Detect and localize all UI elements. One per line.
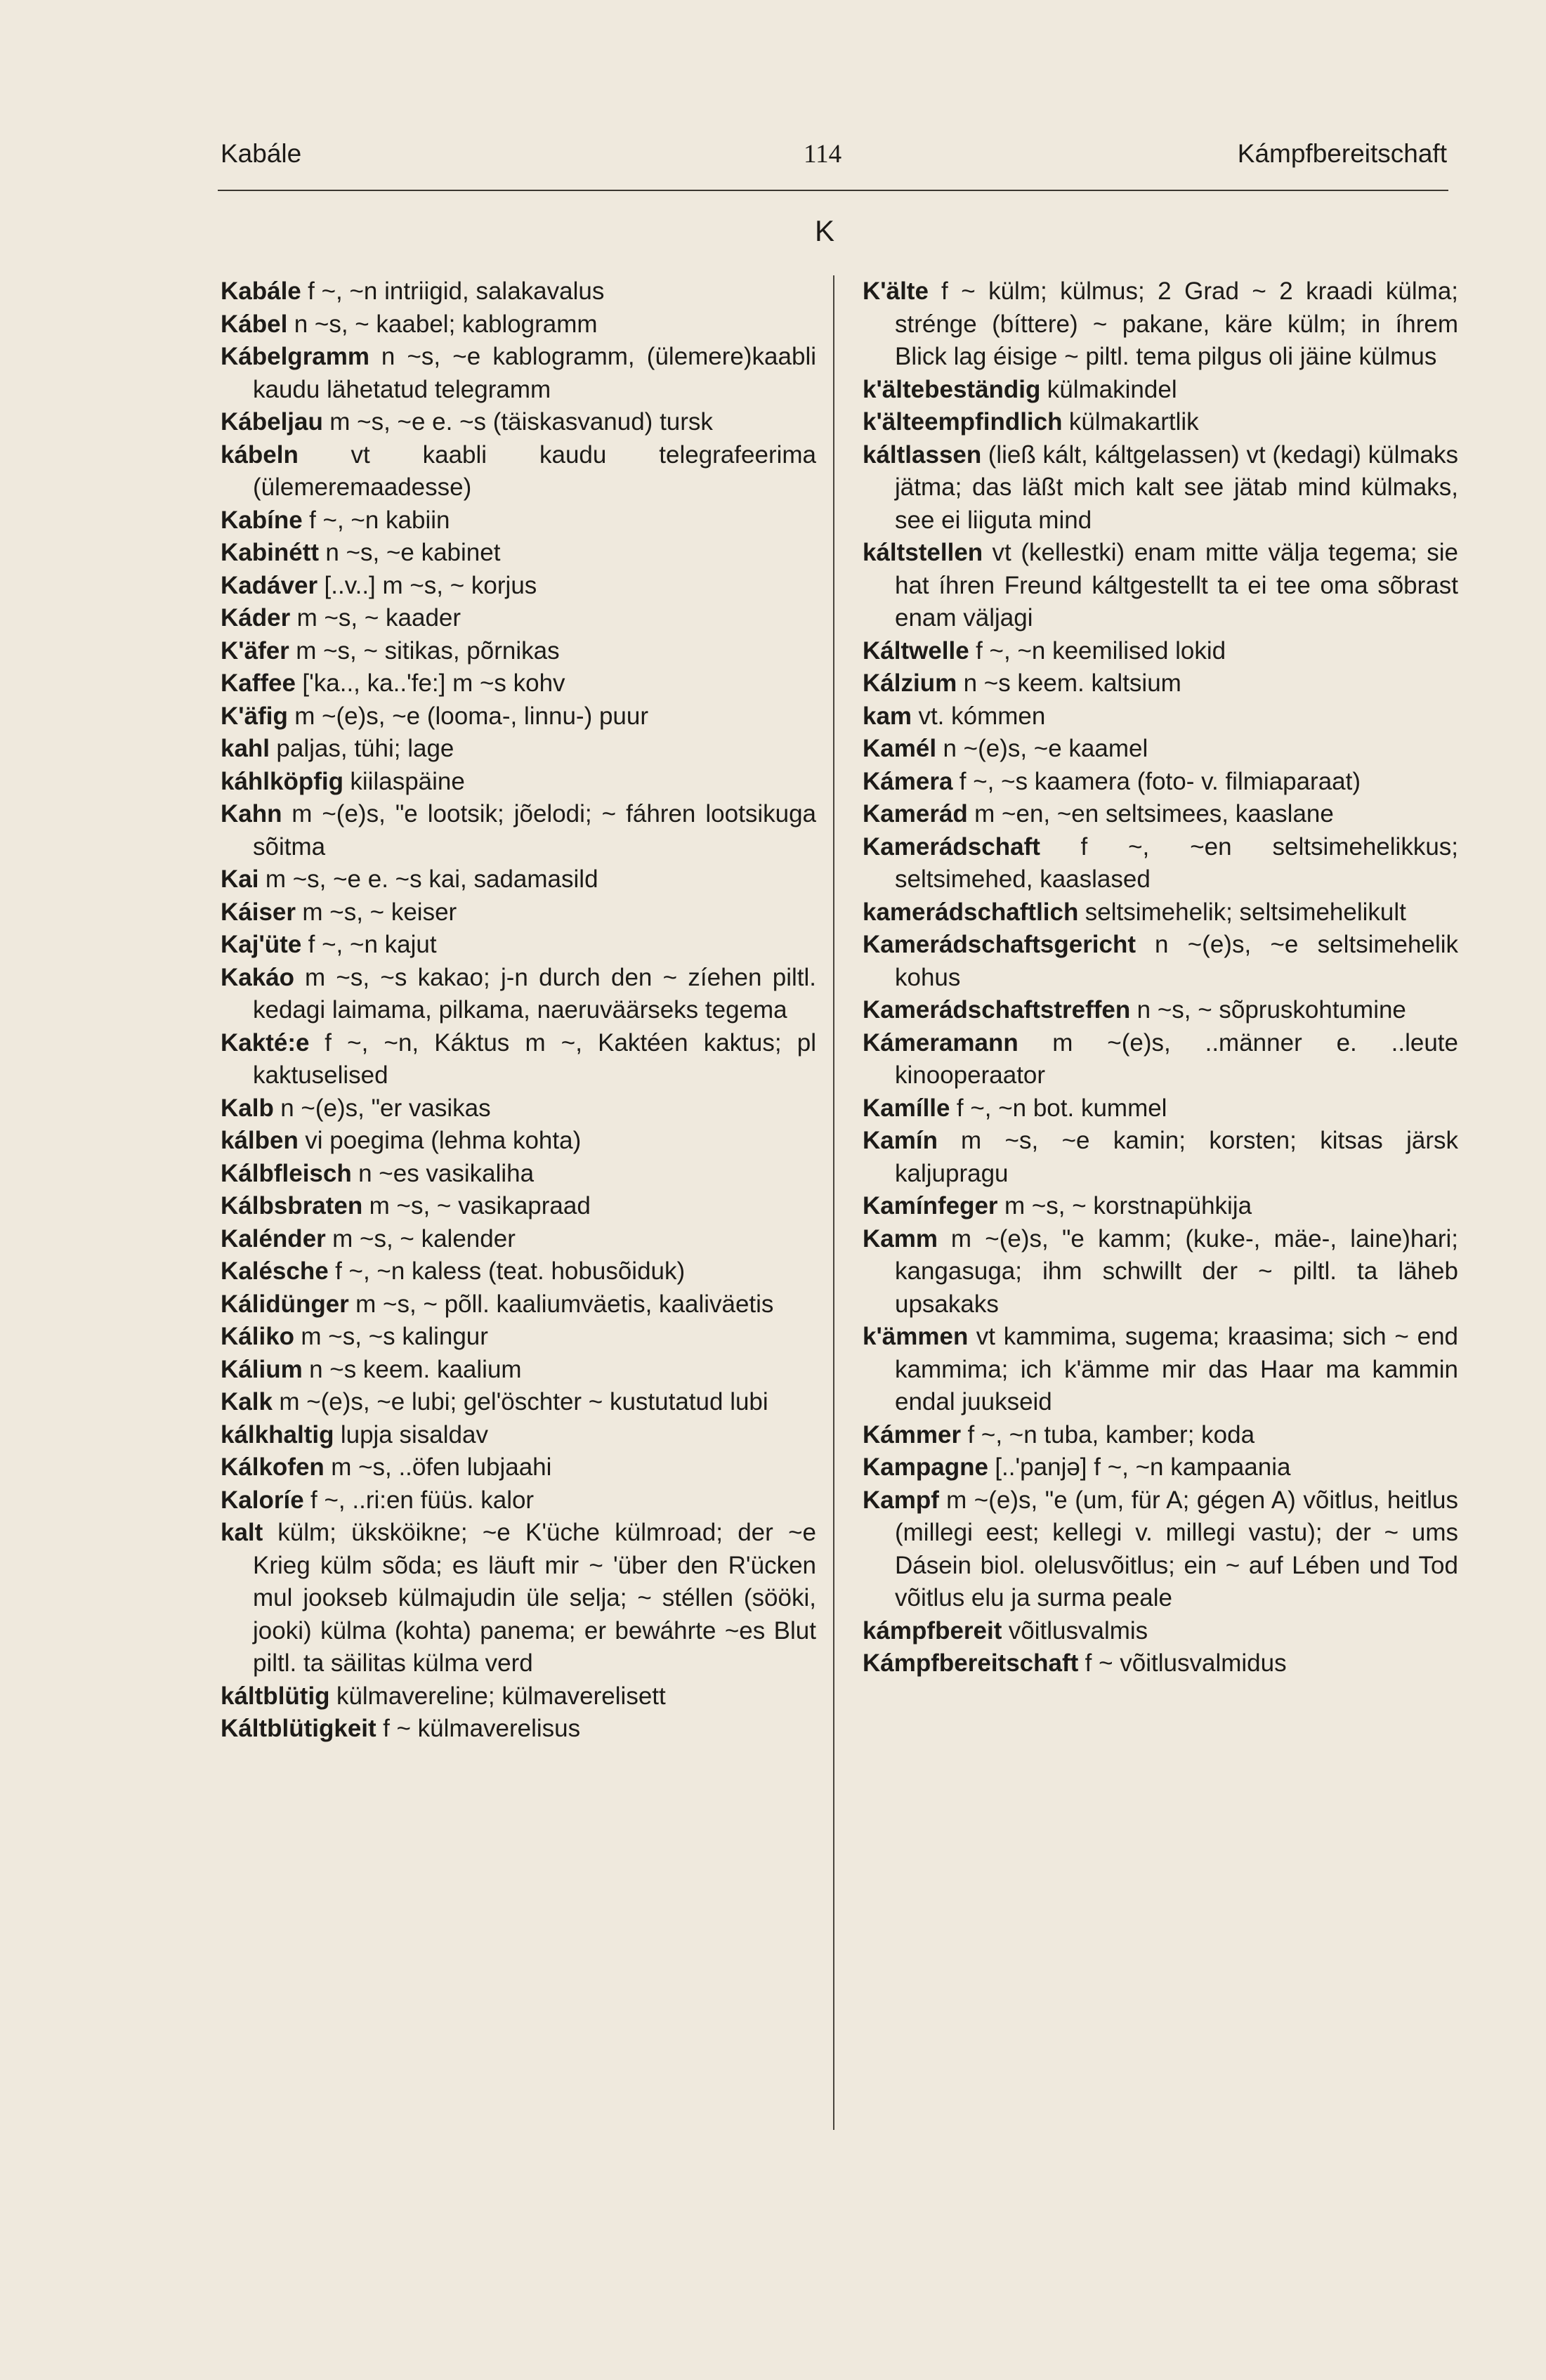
dictionary-entry — [863, 406, 1458, 439]
dictionary-entry — [221, 308, 816, 341]
dictionary-entry — [221, 439, 816, 504]
dictionary-entry — [221, 1484, 816, 1517]
dictionary-entry — [863, 1027, 1458, 1092]
entry-headword: Kábel — [221, 310, 288, 338]
entry-definition: f ~, ~n kaless (teat. hobusõiduk) — [335, 1257, 686, 1285]
dictionary-entry — [221, 570, 816, 603]
dictionary-entry — [863, 537, 1458, 635]
dictionary-entry — [221, 1680, 816, 1713]
dictionary-entry — [863, 896, 1458, 929]
entry-definition: võitlusvalmis — [1008, 1616, 1148, 1645]
entry-definition: ['ka.., ka..'fe:] m ~s kohv — [302, 669, 565, 697]
entry-headword: Káder — [221, 604, 291, 632]
entry-headword: Kabíne — [221, 506, 303, 534]
entry-definition: n ~(e)s, ~e kaamel — [943, 735, 1148, 762]
entry-headword: Kabále — [221, 277, 301, 305]
entry-headword: Káiser — [221, 898, 296, 926]
dictionary-entry — [221, 1092, 816, 1125]
entry-headword: Kálbsbraten — [221, 1192, 363, 1220]
dictionary-entry — [221, 504, 816, 537]
entry-headword: Kamílle — [863, 1094, 950, 1122]
entry-definition: m ~s, ~ keiser — [302, 898, 457, 926]
dictionary-entry — [221, 1027, 816, 1092]
entry-headword: Kahn — [221, 800, 282, 828]
dictionary-entry — [863, 831, 1458, 896]
entry-definition: m ~s, ..öfen lubjaahi — [331, 1453, 552, 1481]
entry-definition: paljas, tühi; lage — [276, 735, 454, 762]
entry-definition: vt kammima, sugema; kraasima; sich ~ end kammima; ich k'ämme mir das Haar ma kammin endal juukseid — [895, 1323, 1458, 1415]
dictionary-entry — [863, 1125, 1458, 1190]
entry-definition: n ~s keem. kaalium — [309, 1355, 522, 1383]
dictionary-entry — [221, 406, 816, 439]
entry-headword: Kábeljau — [221, 408, 323, 436]
entry-definition: f ~ võitlusvalmidus — [1085, 1649, 1287, 1677]
entry-headword: Kamm — [863, 1224, 938, 1253]
dictionary-entry — [221, 1451, 816, 1484]
entry-definition: m ~en, ~en seltsimees, kaaslane — [974, 800, 1334, 828]
entry-definition: n ~s, ~ kaabel; kablogramm — [294, 310, 598, 338]
entry-headword: kámpfbereit — [863, 1616, 1002, 1645]
dictionary-entry — [221, 602, 816, 635]
entry-headword: k'ältebeständig — [863, 375, 1041, 403]
entry-definition: n ~s, ~e kablogramm, (ülemere)kaabli kaudu lähetatud telegramm — [253, 343, 816, 403]
entry-definition: m ~s, ~s kalingur — [301, 1323, 488, 1350]
dictionary-entry — [863, 1484, 1458, 1615]
entry-headword: Kálkofen — [221, 1453, 325, 1481]
dictionary-entry — [221, 798, 816, 863]
page-number: 114 — [804, 140, 842, 169]
entry-definition: f ~, ~n bot. kummel — [956, 1094, 1167, 1122]
entry-headword: Kaj'üte — [221, 931, 302, 958]
dictionary-entry — [863, 700, 1458, 733]
entry-headword: Kalénder — [221, 1224, 326, 1253]
entry-definition: vt. kómmen — [918, 702, 1046, 730]
entry-definition: m ~s, ~ sitikas, põrnikas — [296, 636, 560, 665]
dictionary-entry — [221, 1190, 816, 1223]
entry-headword: kam — [863, 702, 912, 730]
entry-definition: m ~s, ~e e. ~s (täiskasvanud) tursk — [329, 408, 713, 436]
entry-definition: kiilaspäine — [350, 767, 465, 795]
entry-definition: n ~s, ~e kabinet — [325, 539, 501, 566]
dictionary-entry — [863, 1647, 1458, 1680]
entry-headword: Kai — [221, 865, 259, 893]
dictionary-entry — [221, 766, 816, 799]
dictionary-entry — [221, 341, 816, 406]
dictionary-entry — [221, 537, 816, 570]
entry-headword: Kamerádschaft — [863, 832, 1040, 861]
entry-headword: káltlassen — [863, 440, 982, 469]
entry-definition: f ~, ~n tuba, kamber; koda — [967, 1420, 1255, 1449]
entry-headword: Kámmer — [863, 1420, 962, 1449]
dictionary-entry — [221, 1419, 816, 1452]
dictionary-entry — [221, 962, 816, 1027]
dictionary-entry — [221, 1223, 816, 1256]
entry-headword: Kámera — [863, 767, 953, 795]
entry-definition: külmakartlik — [1068, 408, 1199, 436]
entry-definition: f ~ külmaverelisus — [383, 1715, 581, 1742]
entry-definition: n ~es vasikaliha — [358, 1159, 535, 1187]
entry-definition: m ~(e)s, ~e lubi; gel'öschter ~ kustutatud lubi — [279, 1388, 768, 1415]
entry-definition: n ~s, ~ sõpruskohtumine — [1136, 996, 1406, 1024]
dictionary-entry — [221, 1354, 816, 1387]
entry-headword: Kampagne — [863, 1453, 988, 1481]
dictionary-entry — [221, 929, 816, 962]
entry-definition: f ~, ~n intriigid, salakavalus — [308, 277, 605, 305]
entry-definition: m ~(e)s, ~e (looma-, linnu-) puur — [294, 702, 648, 730]
entry-definition: vt (kellestki) enam mitte välja tegema; sie hat íhren Freund káltgestellt ta ei tee oma sõbrast enam väljagi — [895, 539, 1459, 632]
left-column — [221, 275, 816, 1746]
entry-definition: lupja sisaldav — [340, 1420, 488, 1449]
dictionary-entry — [863, 1092, 1458, 1125]
dictionary-entry — [863, 1321, 1458, 1419]
entry-definition: n ~(e)s, "er vasikas — [280, 1094, 491, 1122]
dictionary-entry — [863, 929, 1458, 994]
entry-headword: kahl — [221, 735, 270, 762]
entry-definition: m ~s, ~ korstnapühkija — [1004, 1192, 1252, 1220]
dictionary-entry — [863, 667, 1458, 700]
entry-headword: kábeln — [221, 440, 299, 469]
entry-headword: Káltblütigkeit — [221, 1715, 376, 1742]
dictionary-entry — [221, 1517, 816, 1680]
entry-definition: f ~, ~n kajut — [308, 931, 437, 958]
entry-definition: m ~(e)s, "e kamm; (kuke-, mäe-, laine)hari; kangasuga; ihm schwillt der ~ piltl. ta läheb upsakaks — [895, 1224, 1459, 1318]
dictionary-entry — [863, 994, 1458, 1027]
dictionary-entry — [863, 733, 1458, 766]
dictionary-entry — [221, 1386, 816, 1419]
entry-definition: külmakindel — [1047, 375, 1177, 403]
entry-headword: Kabinétt — [221, 539, 319, 566]
entry-definition: m ~(e)s, "e lootsik; jõelodi; ~ fáhren lootsikuga sõitma — [253, 800, 816, 861]
header-first-entry: Kabále — [221, 139, 302, 168]
entry-headword: Kábelgramm — [221, 343, 370, 370]
entry-definition: f ~, ~n, Káktus m ~, Kaktéen kaktus; pl kaktuselised — [253, 1028, 817, 1089]
dictionary-entry — [863, 374, 1458, 407]
entry-headword: Kámeramann — [863, 1028, 1018, 1057]
dictionary-entry — [221, 1125, 816, 1158]
entry-headword: Kakáo — [221, 963, 295, 991]
dictionary-entry — [863, 766, 1458, 799]
entry-definition: (ließ kált, káltgelassen) vt (kedagi) külmaks jätma; das läßt mich kalt see jätab mind külmaks, see ei liiguta mind — [895, 440, 1459, 534]
entry-definition: m ~s, ~e kamin; korsten; kitsas järsk kaljupragu — [895, 1127, 1459, 1187]
entry-headword: kamerádschaftlich — [863, 898, 1079, 926]
entry-definition: m ~s, ~s kakao; j-n durch den ~ zíehen piltl. kedagi laimama, pilkama, naeruväärseks tegema — [253, 963, 816, 1024]
header-last-entry: Kámpfbereitschaft — [1237, 139, 1447, 168]
entry-headword: kálben — [221, 1127, 299, 1154]
entry-headword: káhlköpfig — [221, 767, 344, 795]
entry-headword: kalt — [221, 1519, 263, 1546]
entry-definition: seltsimehelik; seltsimehelikult — [1085, 898, 1406, 926]
entry-definition: m ~(e)s, "e (um, für A; gégen A) võitlus, heitlus (millegi eest; kellegi v. millegi vastu); der ~ ums Dásein biol. olelusvõitlus; ein ~ auf Lében und Tod võitlus elu ja surma peale — [895, 1486, 1459, 1611]
right-column — [863, 275, 1458, 1680]
entry-headword: K'äfer — [221, 636, 289, 665]
entry-headword: kálkhaltig — [221, 1420, 334, 1449]
dictionary-entry — [221, 275, 816, 308]
dictionary-entry — [863, 1615, 1458, 1648]
entry-headword: Kamín — [863, 1127, 938, 1154]
entry-definition: m ~(e)s, ..männer e. ..leute kinooperaator — [895, 1028, 1458, 1089]
entry-headword: Kaffee — [221, 669, 296, 697]
dictionary-entry — [863, 1190, 1458, 1223]
dictionary-entry — [863, 1419, 1458, 1452]
entry-headword: Kadáver — [221, 571, 318, 599]
entry-headword: Kamél — [863, 735, 937, 762]
entry-definition: f ~, ..ri:en füüs. kalor — [310, 1486, 535, 1514]
entry-headword: Kalésche — [221, 1257, 329, 1285]
dictionary-entry — [221, 1713, 816, 1746]
dictionary-entry — [221, 863, 816, 896]
entry-headword: Kálium — [221, 1355, 303, 1383]
dictionary-entry — [863, 635, 1458, 668]
entry-headword: Kalk — [221, 1388, 273, 1415]
entry-headword: k'älteempfindlich — [863, 408, 1063, 436]
dictionary-entry — [221, 700, 816, 733]
entry-headword: Kaloríe — [221, 1486, 304, 1514]
entry-headword: káltblütig — [221, 1682, 330, 1710]
entry-definition: m ~s, ~e e. ~s kai, sadamasild — [265, 865, 598, 893]
entry-headword: Kamerádschaftstreffen — [863, 996, 1131, 1024]
entry-headword: Kalb — [221, 1094, 274, 1122]
entry-headword: Kampf — [863, 1486, 939, 1514]
entry-definition: n ~s keem. kaltsium — [963, 669, 1181, 697]
dictionary-entry — [221, 1321, 816, 1354]
entry-definition: f ~, ~n kabiin — [309, 506, 450, 534]
entry-definition: m ~s, ~ kaader — [296, 604, 461, 632]
dictionary-entry — [863, 1451, 1458, 1484]
entry-headword: káltstellen — [863, 539, 983, 566]
entry-definition: vt kaabli kaudu telegrafeerima (ülemeremaadesse) — [253, 440, 816, 501]
dictionary-entry — [863, 1223, 1458, 1321]
entry-headword: K'äfig — [221, 702, 288, 730]
dictionary-entry — [863, 275, 1458, 374]
dictionary-entry — [863, 798, 1458, 831]
column-divider — [833, 275, 834, 2130]
entry-definition: külmavereline; külmaverelisett — [336, 1682, 666, 1710]
entry-definition: vi poegima (lehma kohta) — [305, 1127, 582, 1154]
dictionary-entry — [221, 667, 816, 700]
entry-headword: Káltwelle — [863, 636, 969, 665]
entry-headword: Kamínfeger — [863, 1192, 998, 1220]
entry-definition: f ~, ~n keemilised lokid — [976, 636, 1226, 665]
entry-headword: Kamerádschaftsgericht — [863, 931, 1136, 958]
entry-headword: Kálidünger — [221, 1290, 349, 1318]
entry-headword: Kamerád — [863, 800, 968, 828]
dictionary-entry — [221, 896, 816, 929]
entry-headword: Kálbfleisch — [221, 1159, 352, 1187]
entry-headword: k'ämmen — [863, 1323, 969, 1350]
entry-definition: m ~s, ~ põll. kaaliumväetis, kaaliväetis — [355, 1290, 774, 1318]
entry-definition: [..v..] m ~s, ~ korjus — [324, 571, 537, 599]
dictionary-entry — [221, 733, 816, 766]
entry-definition: m ~s, ~ vasikapraad — [369, 1192, 591, 1220]
dictionary-entry — [221, 1288, 816, 1321]
entry-headword: Káliko — [221, 1323, 295, 1350]
dictionary-entry — [863, 439, 1458, 537]
entry-definition: n ~(e)s, ~e seltsimehelik kohus — [895, 931, 1458, 991]
entry-definition: f ~, ~en seltsimehelikkus; seltsimehed, kaaslased — [895, 832, 1459, 893]
header-rule — [218, 190, 1448, 191]
dictionary-entry — [221, 635, 816, 668]
entry-definition: f ~, ~s kaamera (foto- v. filmiaparaat) — [959, 767, 1361, 795]
entry-headword: Kálzium — [863, 669, 957, 697]
entry-headword: K'älte — [863, 277, 929, 305]
entry-definition: [..'panjə] f ~, ~n kampaania — [995, 1453, 1291, 1481]
entry-definition: f ~ külm; külmus; 2 Grad ~ 2 kraadi külma; strénge (bíttere) ~ pakane, käre külm; in íhrem Blick lag éisige ~ piltl. tema pilgus oli jäine külmus — [895, 277, 1459, 370]
section-letter: K — [815, 214, 835, 247]
dictionary-entry — [221, 1255, 816, 1288]
entry-definition: külm; üksköikne; ~e K'üche külmroad; der ~e Krieg külm sõda; es läuft mir ~ 'über den R'ücken mul jookseb külmajudin üle selja; ~ stéllen (sööki, jooki) külma (kohta) panema; er bewáhrte ~es Blut piltl. ta säilitas külma verd — [253, 1519, 816, 1677]
running-header — [221, 139, 1447, 181]
dictionary-entry — [221, 1158, 816, 1191]
entry-headword: Kakté:e — [221, 1028, 310, 1057]
entry-definition: m ~s, ~ kalender — [332, 1224, 516, 1253]
entry-headword: Kámpfbereitschaft — [863, 1649, 1079, 1677]
